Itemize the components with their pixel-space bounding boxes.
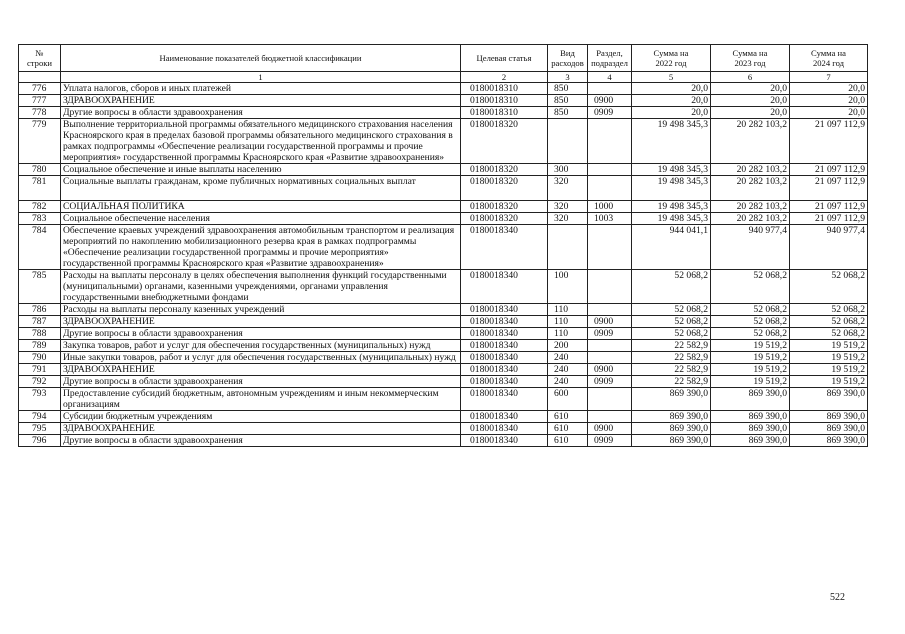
sum-2022: 19 498 345,3 <box>632 201 711 213</box>
indicator-name: Социальное обеспечение и иные выплаты населению <box>61 164 461 176</box>
target-article: 0180018320 <box>461 119 548 164</box>
row-number: 785 <box>19 270 61 304</box>
expense-type: 110 <box>548 304 588 316</box>
target-article: 0180018340 <box>461 340 548 352</box>
table-row <box>19 164 868 176</box>
row-number: 782 <box>19 201 61 213</box>
sum-2024: 869 390,0 <box>790 411 868 423</box>
column-index: 5 <box>632 72 711 83</box>
table-row <box>19 364 868 376</box>
row-number: 789 <box>19 340 61 352</box>
page-number: 522 <box>830 592 845 603</box>
indicator-name: Другие вопросы в области здравоохранения <box>61 328 461 340</box>
expense-type: 610 <box>548 411 588 423</box>
table-row <box>19 340 868 352</box>
section-code: 0909 <box>588 328 632 340</box>
target-article: 0180018310 <box>461 107 548 119</box>
sum-2023: 20 282 103,2 <box>711 213 790 225</box>
indicator-name: Уплата налогов, сборов и иных платежей <box>61 83 461 95</box>
budget-table <box>18 44 868 447</box>
section-code: 0909 <box>588 435 632 447</box>
sum-2024: 52 068,2 <box>790 328 868 340</box>
target-article: 0180018340 <box>461 364 548 376</box>
section-code <box>588 225 632 270</box>
expense-type: 200 <box>548 340 588 352</box>
section-code <box>588 176 632 201</box>
sum-2023: 20 282 103,2 <box>711 164 790 176</box>
target-article: 0180018340 <box>461 270 548 304</box>
table-row <box>19 95 868 107</box>
sum-2024: 21 097 112,9 <box>790 213 868 225</box>
column-index: 1 <box>61 72 461 83</box>
table-body <box>19 83 868 447</box>
indicator-name: Расходы на выплаты персоналу казенных учреждений <box>61 304 461 316</box>
sum-2022: 869 390,0 <box>632 388 711 411</box>
target-article: 0180018320 <box>461 164 548 176</box>
indicator-name: ЗДРАВООХРАНЕНИЕ <box>61 423 461 435</box>
sum-2022: 52 068,2 <box>632 328 711 340</box>
sum-2022: 869 390,0 <box>632 435 711 447</box>
section-code: 0900 <box>588 316 632 328</box>
header-target-article: Целевая статья <box>461 45 548 72</box>
row-number: 792 <box>19 376 61 388</box>
indicator-name: ЗДРАВООХРАНЕНИЕ <box>61 364 461 376</box>
row-number: 793 <box>19 388 61 411</box>
sum-2023: 20 282 103,2 <box>711 176 790 201</box>
indicator-name: Расходы на выплаты персоналу в целях обеспечения выполнения функций государственными (муниципальными) органами, казенными учреждениями, органами управления государственными внебюджетными фондами <box>61 270 461 304</box>
table-row <box>19 388 868 411</box>
target-article: 0180018310 <box>461 95 548 107</box>
section-code <box>588 352 632 364</box>
sum-2024: 940 977,4 <box>790 225 868 270</box>
header-sum-2023: Сумма на 2023 год <box>711 45 790 72</box>
header-sum-2022: Сумма на 2022 год <box>632 45 711 72</box>
header-sum-2024: Сумма на 2024 год <box>790 45 868 72</box>
row-number: 788 <box>19 328 61 340</box>
sum-2023: 19 519,2 <box>711 364 790 376</box>
table-row <box>19 316 868 328</box>
sum-2023: 52 068,2 <box>711 328 790 340</box>
target-article: 0180018340 <box>461 352 548 364</box>
row-number: 781 <box>19 176 61 201</box>
expense-type <box>548 225 588 270</box>
header-section: Раздел, подраздел <box>588 45 632 72</box>
sum-2023: 19 519,2 <box>711 340 790 352</box>
section-code <box>588 340 632 352</box>
sum-2023: 52 068,2 <box>711 316 790 328</box>
sum-2023: 869 390,0 <box>711 388 790 411</box>
section-code: 0909 <box>588 376 632 388</box>
table-row <box>19 270 868 304</box>
row-number: 796 <box>19 435 61 447</box>
indicator-name: Другие вопросы в области здравоохранения <box>61 435 461 447</box>
sum-2022: 22 582,9 <box>632 376 711 388</box>
indicator-name: Обеспечение краевых учреждений здравоохранения автомобильным транспортом и реализация мероприятий по накоплению мобилизационного резерва края в рамках подпрограммы «Обеспечение реализации государственной программы и прочие мероприятия» государственной программы Красноярского края «Развитие здравоохранения» <box>61 225 461 270</box>
table-row <box>19 352 868 364</box>
indicator-name: Выполнение территориальной программы обязательного медицинского страхования населения Красноярского края в пределах базовой программы обязательного медицинского страхования в рамках подпрограммы «Обеспечение реализации государственной программы и прочие мероприятия» государственной программы Красноярского края «Развитие здравоохранения» <box>61 119 461 164</box>
column-index: 7 <box>790 72 868 83</box>
sum-2023: 940 977,4 <box>711 225 790 270</box>
expense-type: 320 <box>548 176 588 201</box>
row-number: 778 <box>19 107 61 119</box>
sum-2024: 52 068,2 <box>790 316 868 328</box>
expense-type: 240 <box>548 352 588 364</box>
target-article: 0180018320 <box>461 213 548 225</box>
header-name: Наименование показателей бюджетной классификации <box>61 45 461 72</box>
sum-2022: 19 498 345,3 <box>632 213 711 225</box>
sum-2022: 22 582,9 <box>632 364 711 376</box>
indicator-name: Предоставление субсидий бюджетным, автономным учреждениям и иным некоммерческим организациям <box>61 388 461 411</box>
row-number: 776 <box>19 83 61 95</box>
sum-2023: 20,0 <box>711 83 790 95</box>
sum-2022: 20,0 <box>632 107 711 119</box>
sum-2023: 19 519,2 <box>711 376 790 388</box>
row-number: 786 <box>19 304 61 316</box>
section-code: 0900 <box>588 95 632 107</box>
indicator-name: Субсидии бюджетным учреждениям <box>61 411 461 423</box>
indicator-name: Социальные выплаты гражданам, кроме публичных нормативных социальных выплат <box>61 176 461 201</box>
section-code: 0900 <box>588 364 632 376</box>
target-article: 0180018340 <box>461 304 548 316</box>
column-index: 2 <box>461 72 548 83</box>
column-index: 4 <box>588 72 632 83</box>
sum-2024: 869 390,0 <box>790 423 868 435</box>
row-number: 777 <box>19 95 61 107</box>
row-number: 790 <box>19 352 61 364</box>
section-code <box>588 119 632 164</box>
sum-2024: 19 519,2 <box>790 352 868 364</box>
sum-2024: 19 519,2 <box>790 376 868 388</box>
sum-2022: 869 390,0 <box>632 411 711 423</box>
sum-2023: 869 390,0 <box>711 423 790 435</box>
target-article: 0180018340 <box>461 225 548 270</box>
sum-2024: 21 097 112,9 <box>790 201 868 213</box>
expense-type: 110 <box>548 316 588 328</box>
table-row <box>19 225 868 270</box>
indicator-name: СОЦИАЛЬНАЯ ПОЛИТИКА <box>61 201 461 213</box>
table-row <box>19 176 868 201</box>
section-code <box>588 411 632 423</box>
table-row <box>19 435 868 447</box>
section-code <box>588 304 632 316</box>
table-row <box>19 213 868 225</box>
target-article: 0180018340 <box>461 388 548 411</box>
sum-2023: 20 282 103,2 <box>711 119 790 164</box>
column-index <box>19 72 61 83</box>
table-row <box>19 107 868 119</box>
sum-2023: 52 068,2 <box>711 270 790 304</box>
section-code: 0909 <box>588 107 632 119</box>
target-article: 0180018320 <box>461 176 548 201</box>
table-row <box>19 119 868 164</box>
table-row <box>19 376 868 388</box>
table-row <box>19 411 868 423</box>
section-code: 1003 <box>588 213 632 225</box>
sum-2023: 869 390,0 <box>711 435 790 447</box>
sum-2023: 20,0 <box>711 107 790 119</box>
table-header-row <box>19 45 868 72</box>
indicator-name: Другие вопросы в области здравоохранения <box>61 376 461 388</box>
row-number: 779 <box>19 119 61 164</box>
sum-2023: 869 390,0 <box>711 411 790 423</box>
sum-2022: 19 498 345,3 <box>632 176 711 201</box>
indicator-name: ЗДРАВООХРАНЕНИЕ <box>61 316 461 328</box>
expense-type: 610 <box>548 435 588 447</box>
sum-2024: 20,0 <box>790 95 868 107</box>
section-code <box>588 83 632 95</box>
expense-type: 110 <box>548 328 588 340</box>
sum-2022: 52 068,2 <box>632 316 711 328</box>
expense-type: 850 <box>548 83 588 95</box>
indicator-name: Социальное обеспечение населения <box>61 213 461 225</box>
target-article: 0180018320 <box>461 201 548 213</box>
expense-type: 240 <box>548 364 588 376</box>
section-code <box>588 388 632 411</box>
target-article: 0180018340 <box>461 316 548 328</box>
expense-type: 320 <box>548 213 588 225</box>
sum-2024: 21 097 112,9 <box>790 164 868 176</box>
row-number: 783 <box>19 213 61 225</box>
table-row <box>19 83 868 95</box>
sum-2024: 19 519,2 <box>790 340 868 352</box>
sum-2024: 52 068,2 <box>790 270 868 304</box>
section-code: 0900 <box>588 423 632 435</box>
expense-type: 600 <box>548 388 588 411</box>
table-row <box>19 304 868 316</box>
sum-2023: 20 282 103,2 <box>711 201 790 213</box>
sum-2023: 20,0 <box>711 95 790 107</box>
indicator-name: Иные закупки товаров, работ и услуг для обеспечения государственных (муниципальных) нужд <box>61 352 461 364</box>
row-number: 784 <box>19 225 61 270</box>
header-expense-type: Вид расходов <box>548 45 588 72</box>
sum-2022: 20,0 <box>632 95 711 107</box>
expense-type: 300 <box>548 164 588 176</box>
sum-2024: 20,0 <box>790 83 868 95</box>
expense-type <box>548 119 588 164</box>
expense-type: 240 <box>548 376 588 388</box>
sum-2024: 21 097 112,9 <box>790 119 868 164</box>
target-article: 0180018340 <box>461 411 548 423</box>
table-row <box>19 423 868 435</box>
sum-2022: 869 390,0 <box>632 423 711 435</box>
row-number: 794 <box>19 411 61 423</box>
target-article: 0180018340 <box>461 423 548 435</box>
sum-2023: 19 519,2 <box>711 352 790 364</box>
section-code <box>588 270 632 304</box>
row-number: 795 <box>19 423 61 435</box>
sum-2022: 22 582,9 <box>632 352 711 364</box>
row-number: 780 <box>19 164 61 176</box>
column-index: 6 <box>711 72 790 83</box>
section-code <box>588 164 632 176</box>
sum-2023: 52 068,2 <box>711 304 790 316</box>
expense-type: 850 <box>548 107 588 119</box>
table-row <box>19 201 868 213</box>
row-number: 791 <box>19 364 61 376</box>
indicator-name: Другие вопросы в области здравоохранения <box>61 107 461 119</box>
sum-2024: 52 068,2 <box>790 304 868 316</box>
sum-2022: 19 498 345,3 <box>632 119 711 164</box>
sum-2022: 22 582,9 <box>632 340 711 352</box>
sum-2022: 52 068,2 <box>632 304 711 316</box>
table-row <box>19 328 868 340</box>
row-number: 787 <box>19 316 61 328</box>
indicator-name: ЗДРАВООХРАНЕНИЕ <box>61 95 461 107</box>
sum-2024: 869 390,0 <box>790 435 868 447</box>
target-article: 0180018340 <box>461 435 548 447</box>
expense-type: 320 <box>548 201 588 213</box>
sum-2022: 52 068,2 <box>632 270 711 304</box>
target-article: 0180018340 <box>461 376 548 388</box>
column-index: 3 <box>548 72 588 83</box>
target-article: 0180018310 <box>461 83 548 95</box>
sum-2022: 944 041,1 <box>632 225 711 270</box>
expense-type: 850 <box>548 95 588 107</box>
expense-type: 610 <box>548 423 588 435</box>
sum-2022: 20,0 <box>632 83 711 95</box>
sum-2024: 20,0 <box>790 107 868 119</box>
sum-2024: 869 390,0 <box>790 388 868 411</box>
target-article: 0180018340 <box>461 328 548 340</box>
indicator-name: Закупка товаров, работ и услуг для обеспечения государственных (муниципальных) нужд <box>61 340 461 352</box>
header-row-number: № строки <box>19 45 61 72</box>
expense-type: 100 <box>548 270 588 304</box>
sum-2024: 19 519,2 <box>790 364 868 376</box>
column-index-row <box>19 72 868 83</box>
section-code: 1000 <box>588 201 632 213</box>
sum-2024: 21 097 112,9 <box>790 176 868 201</box>
sum-2022: 19 498 345,3 <box>632 164 711 176</box>
